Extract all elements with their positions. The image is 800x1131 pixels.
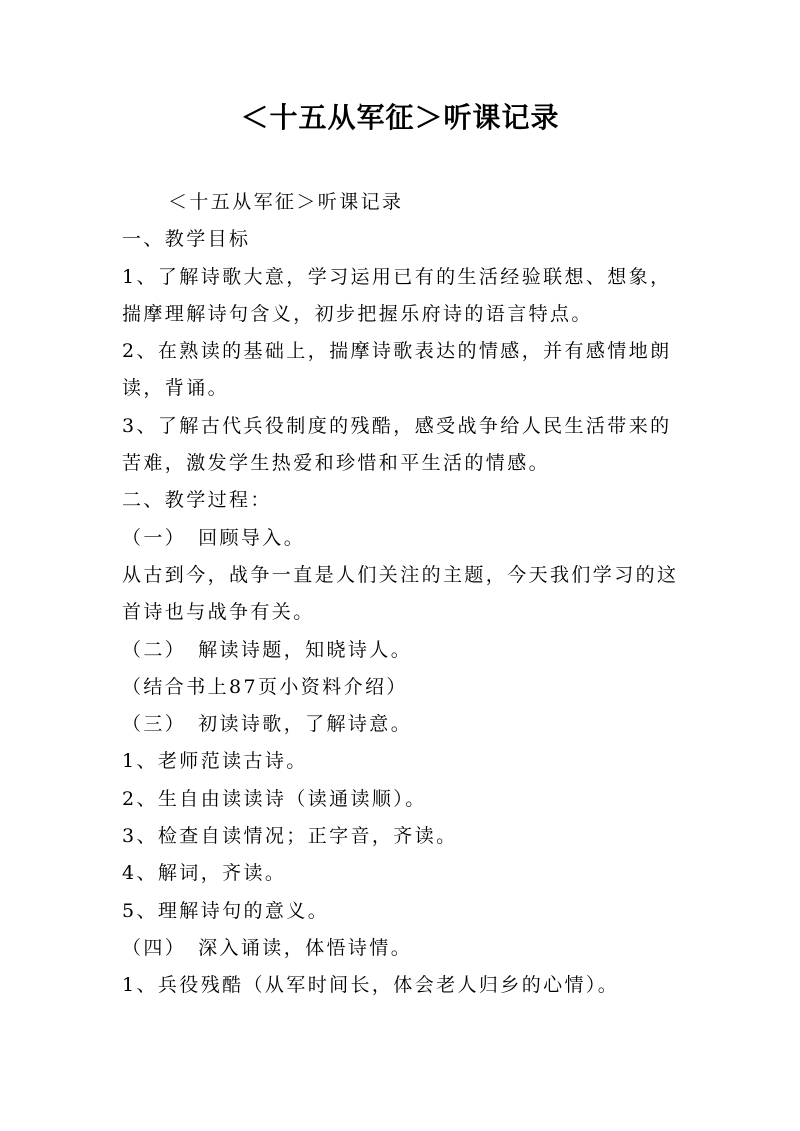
step-2-heading: （二） 解读诗题，知晓诗人。 [122,638,413,661]
document-body [122,184,682,1005]
step-3-item-3: 3、检查自读情况；正字音，齐读。 [122,825,458,848]
step-1-text-line-1: 从古到今，战争一直是人们关注的主题，今天我们学习的这 [122,563,679,586]
step-1-heading: （一） 回顾导入。 [122,526,306,549]
subtitle-line: ＜十五从军征＞听课记录 [168,191,404,213]
objective-3-line-1: 3、了解古代兵役制度的残酷，感受战争给人民生活带来的 [122,414,672,437]
section-heading-process: 二、教学过程： [122,489,272,512]
step-2-note: （结合书上87页小资料介绍） [122,675,408,698]
objective-1-line-1: 1、了解诗歌大意，学习运用已有的生活经验联想、想象， [122,265,672,288]
section-heading-objectives: 一、教学目标 [122,228,251,251]
step-4-item-1: 1、兵役残酷（从军时间长，体会老人归乡的心情）。 [122,974,620,997]
step-3-item-2: 2、生自由读读诗（读通读顺）。 [122,787,427,810]
objective-1-line-2: 揣摩理解诗句含义，初步把握乐府诗的语言特点。 [122,302,593,325]
objective-2-line-2: 读，背诵。 [122,377,230,400]
step-3-item-1: 1、老师范读古诗。 [122,750,308,773]
objective-3-line-2: 苦难，激发学生热爱和珍惜和平生活的情感。 [122,452,551,475]
step-3-heading: （三） 初读诗歌，了解诗意。 [122,713,413,736]
step-3-item-4: 4、解词，齐读。 [122,862,287,885]
step-1-text-line-2: 首诗也与战争有关。 [122,601,315,624]
step-3-item-5: 5、理解诗句的意义。 [122,899,330,922]
document-title: ＜十五从军征＞听课记录 [240,101,560,134]
objective-2-line-1: 2、在熟读的基础上，揣摩诗歌表达的情感，并有感情地朗 [122,340,672,363]
step-4-heading: （四） 深入诵读，体悟诗情。 [122,936,413,959]
